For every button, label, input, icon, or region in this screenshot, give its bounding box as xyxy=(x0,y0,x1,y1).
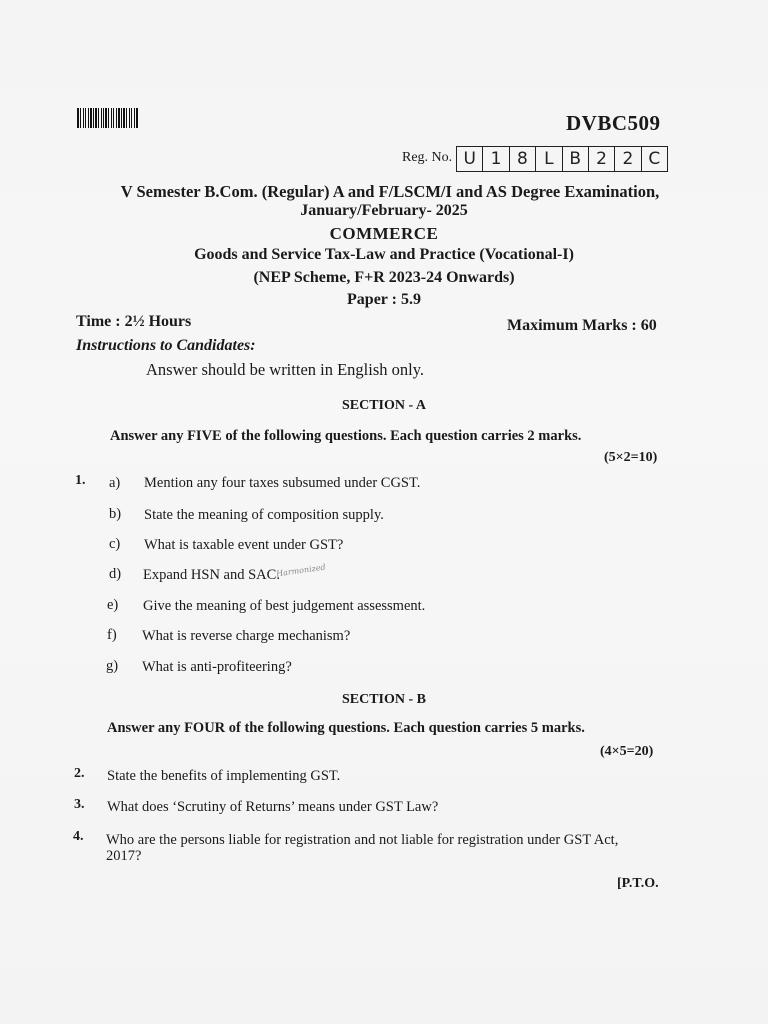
question-number: 2. xyxy=(74,766,85,781)
reg-number-label: Reg. No. xyxy=(402,150,453,165)
barcode xyxy=(77,108,191,128)
please-turn-over: [P.T.O. xyxy=(617,876,659,891)
reg-digit: B xyxy=(563,147,589,171)
sub-question-text: What is reverse charge mechanism? xyxy=(142,628,351,644)
sub-question-text: Expand HSN and SAC. xyxy=(143,567,280,583)
section-a-marks: (5×2=10) xyxy=(604,450,658,465)
sub-question-label: d) xyxy=(109,566,122,582)
instructions-text: Answer should be written in English only. xyxy=(146,360,425,379)
question-text-continued: 2017? xyxy=(106,848,142,864)
reg-digit: 2 xyxy=(615,147,641,171)
section-b-direction: Answer any FOUR of the following questions. Each question carries 5 marks. xyxy=(107,720,585,736)
scheme: (NEP Scheme, F+R 2023-24 Onwards) xyxy=(253,269,515,286)
question-text: State the benefits of implementing GST. xyxy=(107,768,341,784)
section-b-heading: SECTION - B xyxy=(341,692,427,707)
sub-question-text: Mention any four taxes subsumed under CGST. xyxy=(144,475,421,491)
sub-question-label: c) xyxy=(109,536,121,552)
sub-question-text: What is taxable event under GST? xyxy=(144,537,344,553)
question-number: 4. xyxy=(73,829,84,844)
question-text: Who are the persons liable for registration and not liable for registration under GST Act, xyxy=(106,832,619,848)
reg-digit: C xyxy=(648,149,661,169)
sub-question-label: g) xyxy=(106,658,119,674)
reg-digit: 1 xyxy=(483,147,509,171)
maximum-marks: Maximum Marks : 60 xyxy=(507,317,657,334)
sub-question-label: a) xyxy=(109,475,121,491)
sub-question-label: f) xyxy=(107,627,117,643)
section-a-direction: Answer any FIVE of the following questions. Each question carries 2 marks. xyxy=(110,428,582,444)
reg-digit: U xyxy=(457,147,483,171)
exam-title: V Semester B.Com. (Regular) A and F/LSCM/I and AS Degree Examination, xyxy=(120,182,660,201)
reg-digit: 8 xyxy=(510,147,536,171)
handwritten-note: Harmonized xyxy=(275,562,327,579)
section-a-heading: SECTION - A xyxy=(341,398,427,413)
sub-question-text: What is anti-profiteering? xyxy=(142,659,292,675)
subject: COMMERCE xyxy=(329,224,439,243)
instructions-heading: Instructions to Candidates: xyxy=(76,337,256,354)
question-number: 1. xyxy=(75,473,86,488)
exam-session: January/February- 2025 xyxy=(300,202,468,219)
time-allowed: Time : 2½ Hours xyxy=(76,313,192,330)
sub-question-label: b) xyxy=(109,506,122,522)
question-number: 3. xyxy=(74,797,85,812)
sub-question-text: Give the meaning of best judgement assessment. xyxy=(143,598,426,614)
paper-code: DVBC509 xyxy=(566,111,661,135)
question-text: What does ‘Scrutiny of Returns’ means under GST Law? xyxy=(107,799,439,815)
sub-question-label: e) xyxy=(107,597,119,613)
reg-digit: 2 xyxy=(589,147,615,171)
course-title: Goods and Service Tax-Law and Practice (Vocational-I) xyxy=(194,246,574,263)
paper-number: Paper : 5.9 xyxy=(347,291,421,308)
section-b-marks: (4×5=20) xyxy=(600,744,654,759)
reg-digit: L xyxy=(536,147,562,171)
reg-number-box xyxy=(456,146,668,172)
sub-question-text: State the meaning of composition supply. xyxy=(144,507,384,523)
